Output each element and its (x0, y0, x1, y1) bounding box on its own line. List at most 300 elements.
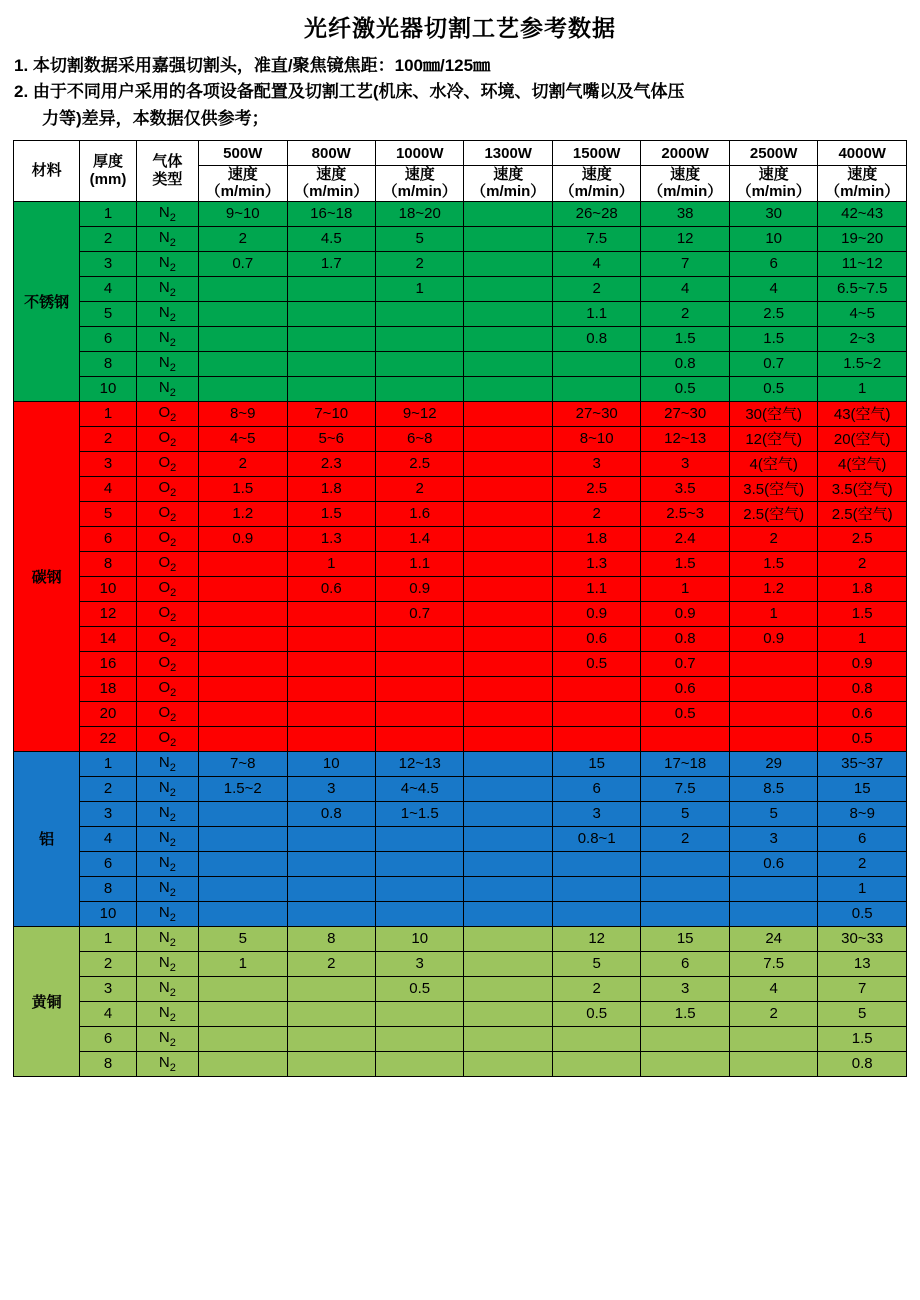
header-speed-2500w (729, 166, 817, 202)
thickness-cell: 8 (80, 1051, 136, 1076)
speed-cell-2500w: 6 (729, 251, 817, 276)
speed-cell-2000w: 3.5 (641, 476, 729, 501)
speed-cell-800w: 2 (287, 951, 375, 976)
speed-cell-800w: 1.7 (287, 251, 375, 276)
speed-cell-4000w: 7 (818, 976, 907, 1001)
thickness-cell: 12 (80, 601, 136, 626)
notes-block (0, 53, 920, 132)
gas-cell: $N_2$ (136, 951, 198, 976)
speed-cell-1500w: 0.9 (552, 601, 640, 626)
speed-cell-1300w (464, 951, 552, 976)
speed-cell-800w: 1.5 (287, 501, 375, 526)
speed-cell-1000w: 0.5 (375, 976, 463, 1001)
speed-cell-800w: 7~10 (287, 401, 375, 426)
speed-cell-1300w (464, 376, 552, 401)
speed-cell-500w (199, 701, 287, 726)
table-row (14, 376, 907, 401)
speed-cell-2000w: 1 (641, 576, 729, 601)
header-gas-type (136, 141, 198, 202)
gas-cell: $N_2$ (136, 801, 198, 826)
speed-unit: （m/min） (294, 183, 369, 201)
thickness-cell: 3 (80, 251, 136, 276)
speed-cell-4000w: 1.5~2 (818, 351, 907, 376)
speed-cell-2000w: 4 (641, 276, 729, 301)
gas-cell: $O_2$ (136, 726, 198, 751)
speed-cell-1300w (464, 326, 552, 351)
header-speed-2000w (641, 166, 729, 202)
table-row (14, 401, 907, 426)
speed-cell-800w: 4.5 (287, 226, 375, 251)
speed-cell-500w: 1 (199, 951, 287, 976)
speed-cell-1500w: 0.8~1 (552, 826, 640, 851)
speed-cell-800w: 3 (287, 776, 375, 801)
speed-cell-2000w: 7.5 (641, 776, 729, 801)
speed-cell-4000w: 4~5 (818, 301, 907, 326)
gas-cell: $N_2$ (136, 351, 198, 376)
cutting-parameters-table (13, 140, 907, 1077)
header-power-800w: 800W (287, 141, 375, 166)
note-line-3: 力等)差异，本数据仅供参考； (42, 108, 269, 128)
speed-cell-1300w (464, 626, 552, 651)
speed-cell-500w (199, 1051, 287, 1076)
speed-cell-1000w (375, 876, 463, 901)
speed-cell-800w (287, 626, 375, 651)
speed-cell-2000w: 1.5 (641, 1001, 729, 1026)
speed-cell-2500w (729, 1051, 817, 1076)
speed-cell-2000w: 3 (641, 451, 729, 476)
speed-cell-2500w: 1 (729, 601, 817, 626)
table-row (14, 801, 907, 826)
speed-cell-1000w (375, 1026, 463, 1051)
speed-cell-4000w: 2.5(空气) (818, 501, 907, 526)
header-power-4000w: 4000W (818, 141, 907, 166)
gas-cell: $N_2$ (136, 826, 198, 851)
header-speed-4000w (818, 166, 907, 202)
speed-cell-1300w (464, 776, 552, 801)
speed-cell-2500w: 2.5(空气) (729, 501, 817, 526)
table-row (14, 476, 907, 501)
table-body (14, 201, 907, 1076)
speed-cell-4000w: 1 (818, 626, 907, 651)
speed-cell-500w (199, 676, 287, 701)
speed-cell-2500w: 30(空气) (729, 401, 817, 426)
thickness-cell: 8 (80, 876, 136, 901)
table-row (14, 576, 907, 601)
table-row (14, 851, 907, 876)
speed-cell-2000w: 0.9 (641, 601, 729, 626)
speed-cell-500w: 1.5~2 (199, 776, 287, 801)
speed-cell-2500w: 0.7 (729, 351, 817, 376)
speed-cell-1500w: 0.5 (552, 1001, 640, 1026)
speed-cell-2500w: 10 (729, 226, 817, 251)
speed-cell-1300w (464, 426, 552, 451)
gas-cell: $N_2$ (136, 976, 198, 1001)
header-power-1500w: 1500W (552, 141, 640, 166)
header-speed-500w (199, 166, 287, 202)
speed-cell-2000w: 0.8 (641, 351, 729, 376)
table-row (14, 726, 907, 751)
gas-cell: $O_2$ (136, 426, 198, 451)
speed-cell-800w: 1 (287, 551, 375, 576)
speed-cell-2500w: 2 (729, 526, 817, 551)
speed-cell-2500w: 1.5 (729, 326, 817, 351)
speed-cell-1500w (552, 376, 640, 401)
speed-cell-2000w: 1.5 (641, 551, 729, 576)
speed-cell-800w (287, 976, 375, 1001)
speed-cell-1300w (464, 476, 552, 501)
gas-cell: $O_2$ (136, 576, 198, 601)
speed-cell-2000w (641, 1026, 729, 1051)
speed-cell-2500w: 3.5(空气) (729, 476, 817, 501)
speed-cell-2500w: 30 (729, 201, 817, 226)
speed-cell-2000w (641, 726, 729, 751)
speed-cell-800w (287, 826, 375, 851)
speed-cell-2000w (641, 1051, 729, 1076)
table-row (14, 326, 907, 351)
speed-cell-800w (287, 276, 375, 301)
speed-cell-2000w: 6 (641, 951, 729, 976)
speed-unit: （m/min） (205, 183, 280, 201)
speed-cell-4000w: 13 (818, 951, 907, 976)
speed-cell-1500w: 8~10 (552, 426, 640, 451)
speed-cell-4000w: 1 (818, 876, 907, 901)
speed-label: 速度 (670, 166, 701, 184)
speed-cell-1000w: 0.7 (375, 601, 463, 626)
note-line-1: 1. 本切割数据采用嘉强切割头，准直/聚焦镜焦距：100㎜/125㎜ (14, 56, 491, 75)
speed-cell-1500w: 1.8 (552, 526, 640, 551)
table-row (14, 826, 907, 851)
speed-cell-1300w (464, 226, 552, 251)
gas-cell: $N_2$ (136, 201, 198, 226)
table-row (14, 926, 907, 951)
speed-cell-800w (287, 376, 375, 401)
speed-unit: （m/min） (382, 183, 457, 201)
material-label: 铝 (14, 751, 80, 926)
speed-cell-2500w (729, 701, 817, 726)
speed-cell-1300w (464, 601, 552, 626)
speed-cell-500w: 0.7 (199, 251, 287, 276)
speed-label: 速度 (404, 166, 435, 184)
speed-cell-800w (287, 351, 375, 376)
speed-cell-2000w: 0.8 (641, 626, 729, 651)
thickness-cell: 4 (80, 1001, 136, 1026)
speed-cell-800w: 16~18 (287, 201, 375, 226)
speed-cell-2500w: 24 (729, 926, 817, 951)
gas-cell: $O_2$ (136, 626, 198, 651)
table-row (14, 901, 907, 926)
speed-cell-2500w: 2.5 (729, 301, 817, 326)
table-row (14, 301, 907, 326)
gas-cell: $N_2$ (136, 751, 198, 776)
speed-cell-800w (287, 726, 375, 751)
speed-cell-2500w: 12(空气) (729, 426, 817, 451)
speed-cell-1500w: 2 (552, 501, 640, 526)
speed-cell-1000w: 1.4 (375, 526, 463, 551)
gas-cell: $N_2$ (136, 376, 198, 401)
speed-cell-800w (287, 701, 375, 726)
speed-cell-1000w: 5 (375, 226, 463, 251)
header-power-2500w: 2500W (729, 141, 817, 166)
speed-cell-1000w: 3 (375, 951, 463, 976)
thickness-cell: 3 (80, 451, 136, 476)
speed-cell-2000w: 2 (641, 301, 729, 326)
speed-cell-2500w: 4 (729, 976, 817, 1001)
speed-cell-2500w (729, 726, 817, 751)
speed-cell-2500w: 1.2 (729, 576, 817, 601)
speed-cell-1500w: 3 (552, 451, 640, 476)
table-row (14, 751, 907, 776)
speed-cell-2500w: 1.5 (729, 551, 817, 576)
table-row (14, 776, 907, 801)
speed-cell-4000w: 20(空气) (818, 426, 907, 451)
table-row (14, 351, 907, 376)
gas-cell: $N_2$ (136, 876, 198, 901)
speed-cell-800w (287, 1051, 375, 1076)
speed-label: 速度 (227, 166, 258, 184)
thickness-cell: 10 (80, 901, 136, 926)
material-label: 不锈钢 (14, 201, 80, 401)
speed-cell-2500w (729, 901, 817, 926)
speed-cell-1500w: 1.3 (552, 551, 640, 576)
speed-unit: （m/min） (736, 183, 811, 201)
header-thickness-line1: 厚度 (93, 152, 124, 170)
thickness-cell: 2 (80, 951, 136, 976)
speed-cell-1000w (375, 826, 463, 851)
speed-cell-2500w: 0.9 (729, 626, 817, 651)
speed-label: 速度 (847, 166, 878, 184)
speed-cell-1300w (464, 551, 552, 576)
gas-cell: $O_2$ (136, 551, 198, 576)
speed-cell-2000w: 15 (641, 926, 729, 951)
speed-cell-2500w: 0.5 (729, 376, 817, 401)
table-row (14, 426, 907, 451)
thickness-cell: 10 (80, 376, 136, 401)
gas-cell: $O_2$ (136, 451, 198, 476)
speed-cell-1300w (464, 1026, 552, 1051)
speed-cell-4000w: 30~33 (818, 926, 907, 951)
speed-cell-4000w: 0.5 (818, 726, 907, 751)
speed-cell-1300w (464, 576, 552, 601)
speed-cell-2500w: 29 (729, 751, 817, 776)
table-row (14, 1051, 907, 1076)
gas-cell: $N_2$ (136, 776, 198, 801)
speed-cell-500w (199, 851, 287, 876)
table-row (14, 451, 907, 476)
table-row (14, 276, 907, 301)
speed-cell-1500w (552, 1051, 640, 1076)
speed-cell-1300w (464, 826, 552, 851)
speed-cell-2000w (641, 851, 729, 876)
speed-cell-1000w: 4~4.5 (375, 776, 463, 801)
speed-cell-1300w (464, 726, 552, 751)
speed-cell-500w (199, 551, 287, 576)
speed-cell-1300w (464, 876, 552, 901)
speed-cell-2000w: 1.5 (641, 326, 729, 351)
speed-cell-800w: 10 (287, 751, 375, 776)
gas-cell: $N_2$ (136, 226, 198, 251)
speed-cell-1300w (464, 1001, 552, 1026)
speed-cell-500w (199, 726, 287, 751)
speed-cell-2000w: 7 (641, 251, 729, 276)
table-row (14, 501, 907, 526)
speed-cell-4000w: 8~9 (818, 801, 907, 826)
speed-cell-4000w: 35~37 (818, 751, 907, 776)
thickness-cell: 10 (80, 576, 136, 601)
table-row (14, 226, 907, 251)
speed-cell-500w: 1.5 (199, 476, 287, 501)
speed-cell-4000w: 0.9 (818, 651, 907, 676)
speed-cell-500w (199, 626, 287, 651)
speed-cell-500w: 9~10 (199, 201, 287, 226)
speed-cell-1300w (464, 901, 552, 926)
speed-cell-2500w (729, 651, 817, 676)
speed-cell-500w (199, 826, 287, 851)
speed-cell-2000w: 12~13 (641, 426, 729, 451)
gas-cell: $O_2$ (136, 401, 198, 426)
speed-cell-2500w (729, 676, 817, 701)
speed-cell-2500w: 4(空气) (729, 451, 817, 476)
speed-cell-1300w (464, 201, 552, 226)
speed-cell-500w (199, 876, 287, 901)
speed-cell-1500w (552, 901, 640, 926)
speed-cell-1000w (375, 1051, 463, 1076)
speed-cell-1500w (552, 1026, 640, 1051)
header-power-1000w: 1000W (375, 141, 463, 166)
table-row (14, 626, 907, 651)
speed-cell-2000w (641, 876, 729, 901)
speed-cell-1000w: 1 (375, 276, 463, 301)
thickness-cell: 18 (80, 676, 136, 701)
gas-cell: $N_2$ (136, 1026, 198, 1051)
gas-cell: $N_2$ (136, 851, 198, 876)
speed-cell-2500w: 7.5 (729, 951, 817, 976)
table-row (14, 526, 907, 551)
speed-cell-500w: 1.2 (199, 501, 287, 526)
table-row (14, 601, 907, 626)
speed-cell-1000w: 1.1 (375, 551, 463, 576)
header-material: 材料 (14, 141, 80, 202)
speed-cell-800w: 0.6 (287, 576, 375, 601)
speed-cell-1300w (464, 451, 552, 476)
thickness-cell: 1 (80, 201, 136, 226)
header-gas-line2: 类型 (152, 170, 183, 188)
speed-cell-1300w (464, 276, 552, 301)
speed-cell-4000w: 1.5 (818, 1026, 907, 1051)
speed-cell-1000w: 2 (375, 251, 463, 276)
table-row (14, 1001, 907, 1026)
speed-cell-2500w: 2 (729, 1001, 817, 1026)
thickness-cell: 6 (80, 526, 136, 551)
speed-cell-500w (199, 276, 287, 301)
header-gas-line1: 气体 (152, 152, 183, 170)
speed-cell-2500w: 4 (729, 276, 817, 301)
gas-cell: $N_2$ (136, 301, 198, 326)
speed-cell-1000w: 18~20 (375, 201, 463, 226)
thickness-cell: 4 (80, 476, 136, 501)
speed-cell-4000w: 1 (818, 376, 907, 401)
speed-cell-500w: 5 (199, 926, 287, 951)
speed-cell-1000w (375, 676, 463, 701)
table-row (14, 876, 907, 901)
material-label: 碳钢 (14, 401, 80, 751)
thickness-cell: 8 (80, 551, 136, 576)
speed-unit: （m/min） (559, 183, 634, 201)
speed-cell-1500w: 2 (552, 276, 640, 301)
table-row (14, 651, 907, 676)
speed-cell-1500w (552, 876, 640, 901)
thickness-cell: 2 (80, 426, 136, 451)
speed-cell-4000w: 1.8 (818, 576, 907, 601)
speed-cell-1300w (464, 526, 552, 551)
speed-cell-4000w: 15 (818, 776, 907, 801)
speed-cell-2000w: 0.7 (641, 651, 729, 676)
speed-cell-1000w (375, 851, 463, 876)
thickness-cell: 14 (80, 626, 136, 651)
speed-cell-500w: 2 (199, 226, 287, 251)
header-speed-1500w (552, 166, 640, 202)
thickness-cell: 6 (80, 851, 136, 876)
thickness-cell: 4 (80, 826, 136, 851)
speed-cell-800w: 1.3 (287, 526, 375, 551)
gas-cell: $O_2$ (136, 701, 198, 726)
speed-cell-4000w: 19~20 (818, 226, 907, 251)
header-row-power (14, 141, 907, 166)
speed-cell-2500w: 0.6 (729, 851, 817, 876)
thickness-cell: 3 (80, 801, 136, 826)
gas-cell: $N_2$ (136, 326, 198, 351)
speed-cell-4000w: 2 (818, 851, 907, 876)
speed-cell-1500w: 0.6 (552, 626, 640, 651)
speed-cell-2000w: 17~18 (641, 751, 729, 776)
speed-cell-2000w: 0.6 (641, 676, 729, 701)
speed-cell-500w (199, 576, 287, 601)
speed-cell-800w: 8 (287, 926, 375, 951)
thickness-cell: 2 (80, 226, 136, 251)
material-label: 黄铜 (14, 926, 80, 1076)
speed-cell-500w (199, 1026, 287, 1051)
gas-cell: $N_2$ (136, 251, 198, 276)
speed-cell-1300w (464, 851, 552, 876)
speed-cell-1000w (375, 351, 463, 376)
header-power-2000w: 2000W (641, 141, 729, 166)
header-speed-1000w (375, 166, 463, 202)
speed-cell-800w (287, 876, 375, 901)
speed-cell-1500w: 1.1 (552, 301, 640, 326)
gas-cell: $O_2$ (136, 601, 198, 626)
speed-cell-1300w (464, 401, 552, 426)
speed-label: 速度 (581, 166, 612, 184)
speed-cell-500w: 8~9 (199, 401, 287, 426)
speed-cell-1300w (464, 676, 552, 701)
speed-cell-1300w (464, 251, 552, 276)
header-thickness (80, 141, 136, 202)
speed-cell-800w: 5~6 (287, 426, 375, 451)
speed-cell-4000w: 6.5~7.5 (818, 276, 907, 301)
thickness-cell: 1 (80, 401, 136, 426)
table-row (14, 951, 907, 976)
speed-cell-2500w: 8.5 (729, 776, 817, 801)
table-head (14, 141, 907, 202)
speed-cell-800w (287, 901, 375, 926)
speed-cell-800w (287, 676, 375, 701)
speed-cell-800w: 0.8 (287, 801, 375, 826)
speed-unit: （m/min） (648, 183, 723, 201)
speed-cell-1000w: 2.5 (375, 451, 463, 476)
speed-cell-1500w: 5 (552, 951, 640, 976)
header-speed-1300w (464, 166, 552, 202)
speed-cell-1300w (464, 301, 552, 326)
speed-cell-2000w: 2.4 (641, 526, 729, 551)
